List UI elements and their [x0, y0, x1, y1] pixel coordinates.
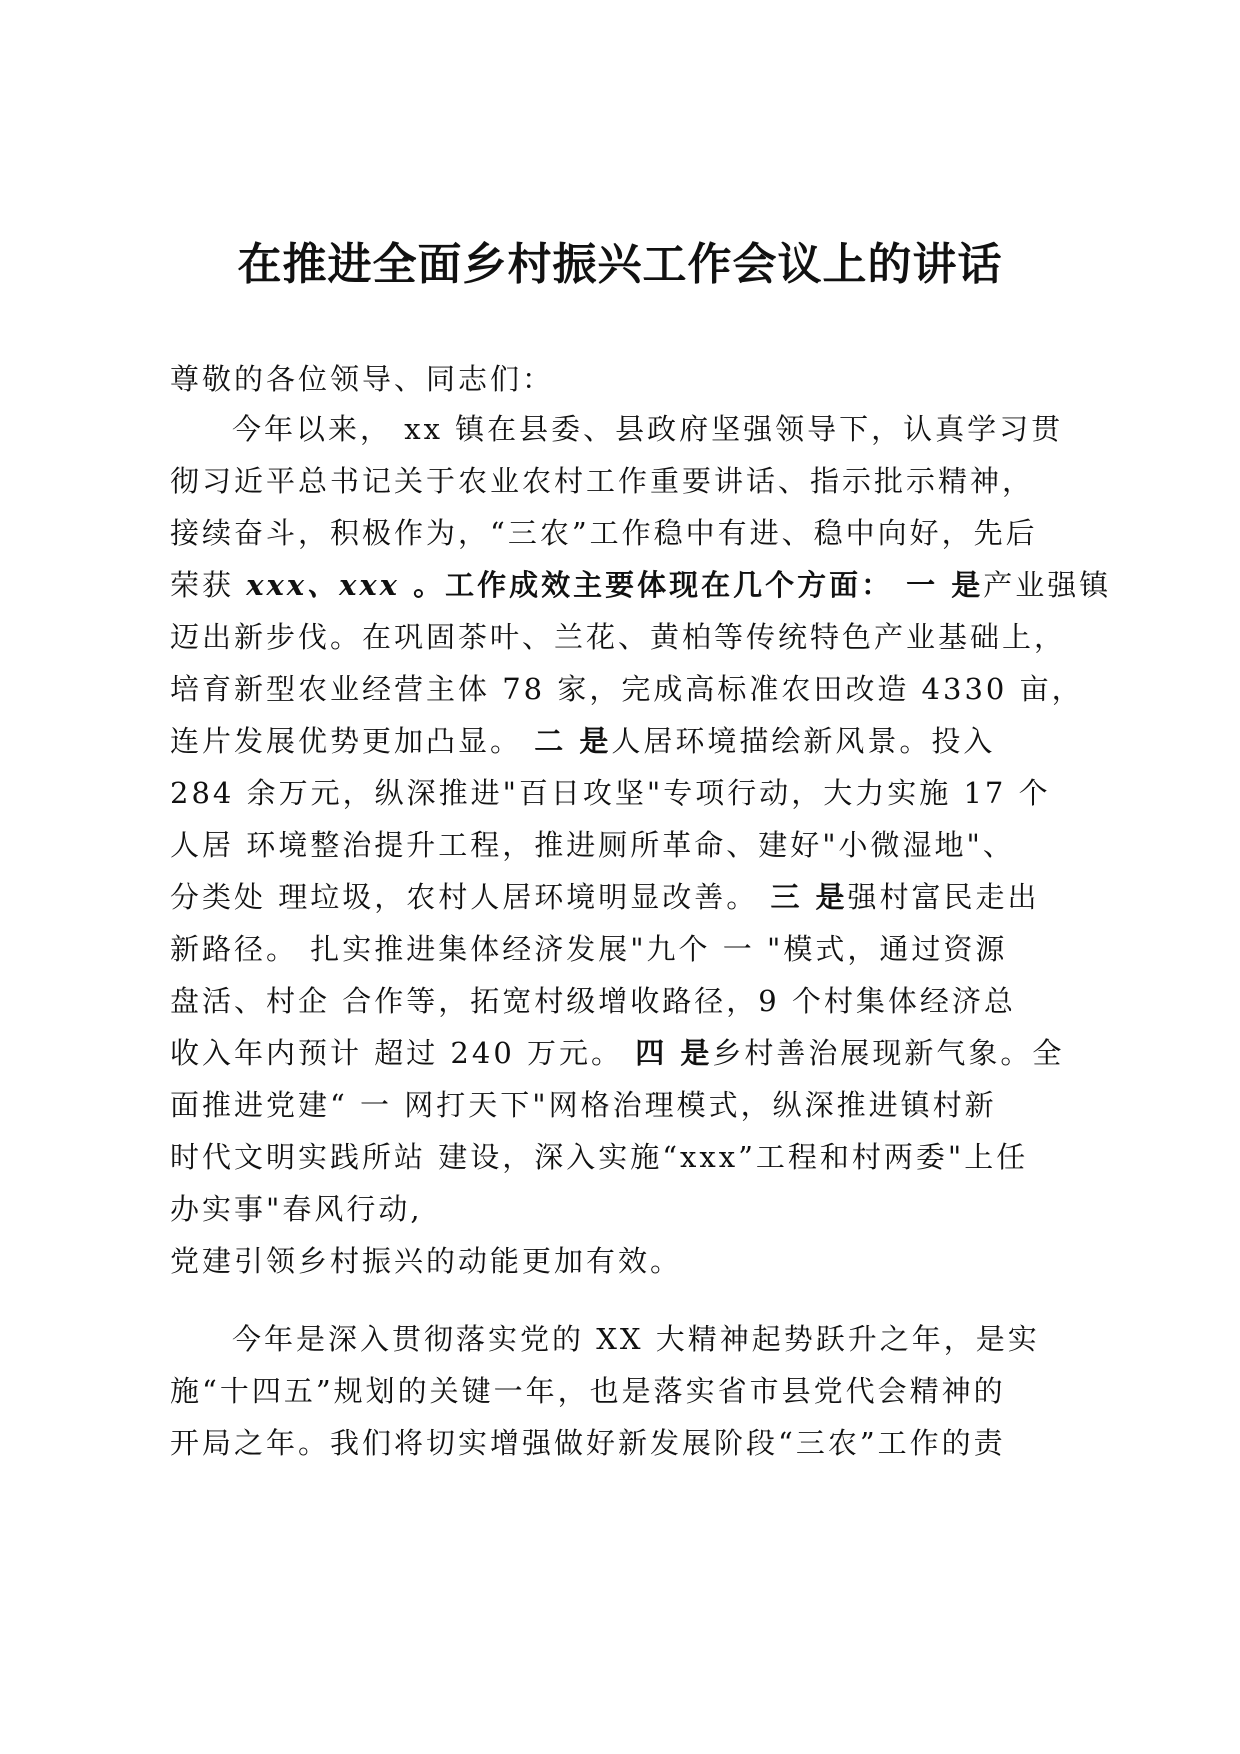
- p2-line-2: 施“十四五”规划的关键一年，也是落实省市县党代会精神的: [170, 1374, 1006, 1408]
- p1-line-2: 彻习近平总书记关于农业农村工作重要讲话、指示批示精神，: [170, 464, 1035, 498]
- p1-line-9: 人居 环境整治提升工程，推进厕所革命、建好"小微湿地"、: [170, 828, 1015, 862]
- p1-line-14: 面推进党建“ 一 网打天下"网格治理模式，纵深推进镇村新: [170, 1088, 997, 1122]
- paragraph-1: [170, 403, 1112, 1287]
- p1-line-11: 新路径。 扎实推进集体经济发展"九个 一 "模式，通过资源: [170, 932, 1008, 966]
- p1-line-13: [170, 1027, 1090, 1079]
- point-four-label: 四 是: [635, 1036, 713, 1070]
- point-three-label: 三 是: [770, 880, 848, 914]
- p1-line-4-a: 荣获: [170, 568, 247, 602]
- p1-line-4: [170, 559, 1112, 611]
- p1-line-3: 接续奋斗，积极作为，“三农”工作稳中有进、稳中向好，先后: [170, 516, 1038, 550]
- salutation-line: 尊敬的各位领导、同志们：: [170, 362, 555, 396]
- p1-line-7-c: 人居环境描绘新风景。投入: [611, 724, 996, 758]
- p1-line-15: 时代文明实践所站 建设，深入实施“xxx”工程和村两委"上任: [170, 1140, 1029, 1174]
- p1-line-16: 办实事"春风行动,: [170, 1192, 423, 1226]
- p1-line-4-d: 产业强镇: [983, 568, 1112, 602]
- point-two-label: 二 是: [534, 724, 612, 758]
- paragraph-2: [170, 1313, 1090, 1469]
- p1-line-13-c: 乡村善治展现新气象。全: [712, 1036, 1065, 1070]
- p1-line-7-a: 连片发展优势更加凸显。: [170, 724, 535, 758]
- p1-line-10-c: 强村富民走出: [847, 880, 1040, 914]
- p1-line-12: 盘活、村企 合作等，拓宽村级增收路径，9 个村集体经济总: [170, 984, 1016, 1018]
- p1-line-7: [170, 715, 1090, 767]
- p1-line-10-a: 分类处 理垃圾，农村人居环境明显改善。: [170, 880, 771, 914]
- p1-line-1: 今年以来， xx 镇在县委、县政府坚强领导下，认真学习贯: [232, 412, 1064, 446]
- p1-line-10: [170, 871, 1090, 923]
- p1-line-5: 迈出新步伐。在巩固茶叶、兰花、黄柏等传统特色产业基础上，: [170, 620, 1067, 654]
- award-placeholder: xxx、xxx: [246, 568, 400, 602]
- document-title: 在推进全面乡村振兴工作会议上的讲话: [237, 239, 1003, 290]
- p2-line-3: 开局之年。我们将切实增强做好新发展阶段“三农”工作的责: [170, 1426, 1006, 1460]
- salutation: [170, 353, 1090, 405]
- p1-line-6: 培育新型农业经营主体 78 家，完成高标准农田改造 4330 亩，: [170, 672, 1084, 706]
- p2-line-1: 今年是深入贯彻落实党的 XX 大精神起势跃升之年，是实: [232, 1322, 1040, 1356]
- p1-line-13-a: 收入年内预计 超过 240 万元。: [170, 1036, 636, 1070]
- p1-line-8: 284 余万元，纵深推进"百日攻坚"专项行动，大力实施 17 个: [170, 776, 1051, 810]
- p1-line-17: 党建引领乡村振兴的动能更加有效。: [170, 1244, 683, 1278]
- p1-line-4-c: 。工作成效主要体现在几个方面： 一 是: [399, 568, 984, 602]
